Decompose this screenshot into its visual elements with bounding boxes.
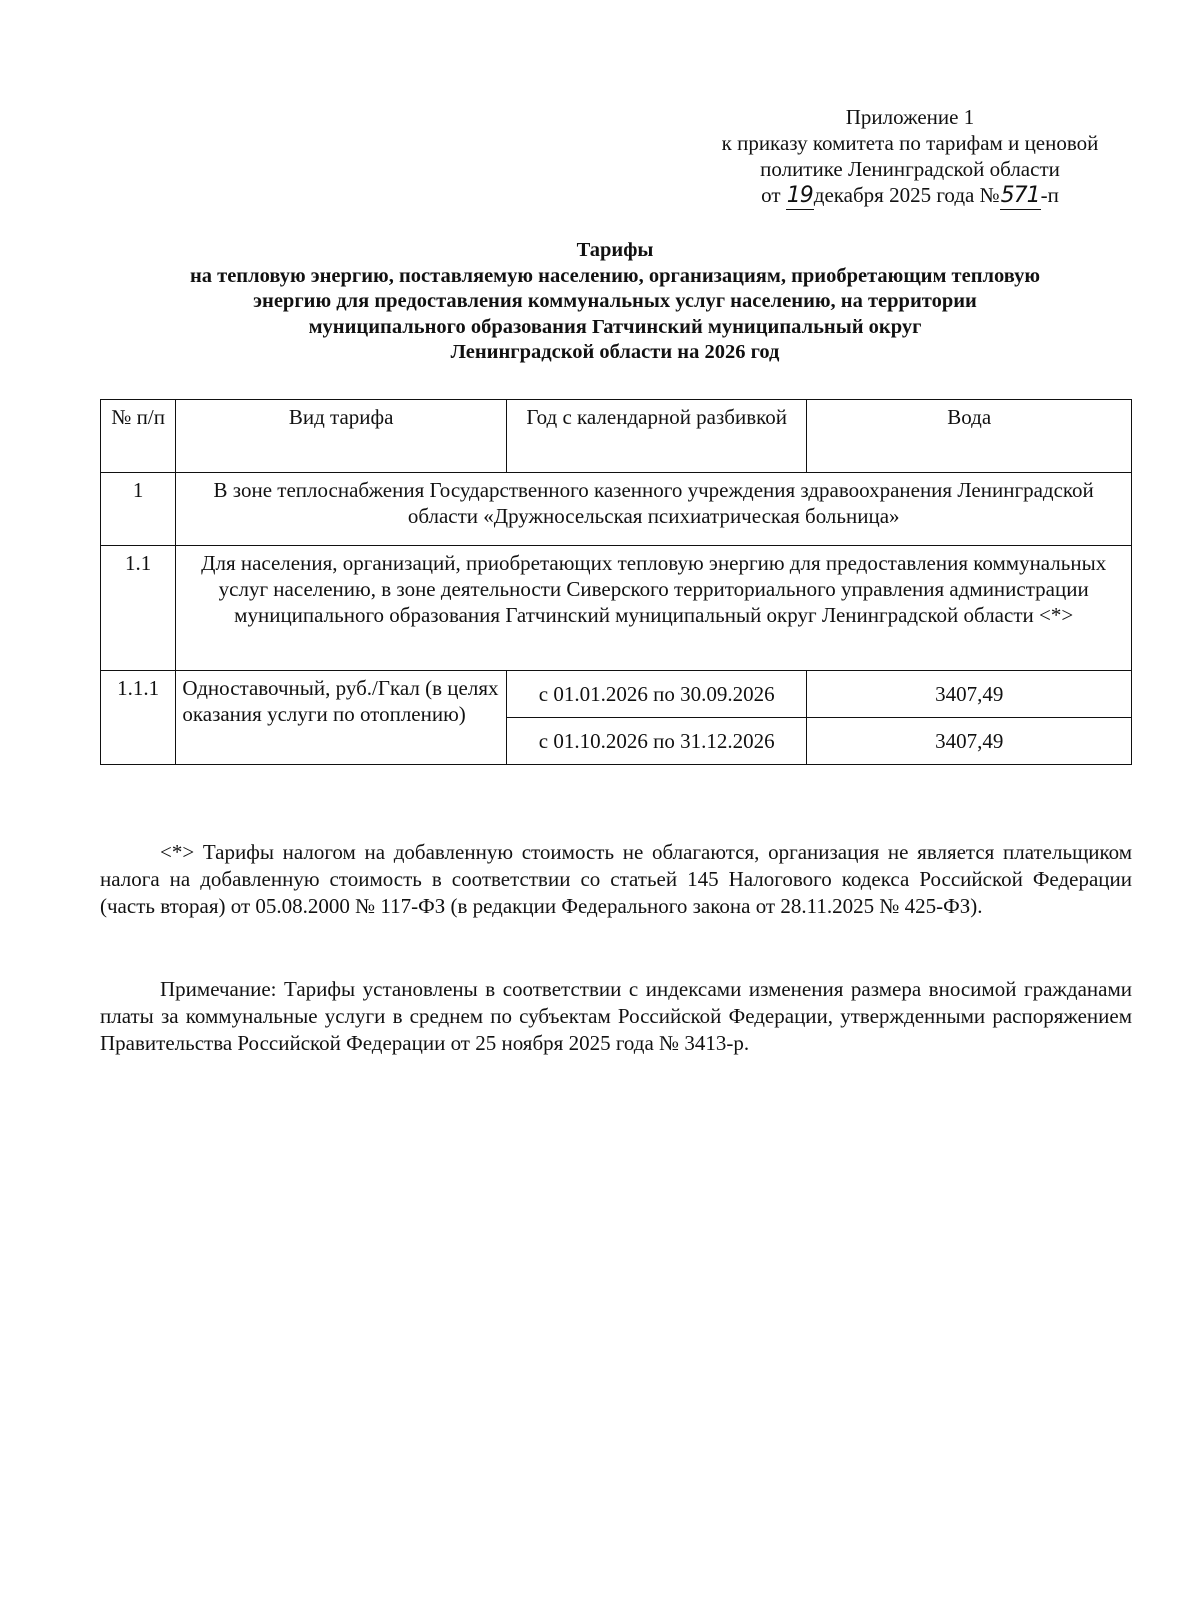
title-heading: Тарифы xyxy=(576,239,654,261)
header-num: № п/п xyxy=(101,400,176,473)
tariff-table xyxy=(100,399,1132,765)
appendix-title: Приложение 1 xyxy=(845,105,975,129)
handwritten-order-number: 571 xyxy=(1000,183,1040,208)
header-water: Вода xyxy=(807,400,1132,473)
row-number: 1.1 xyxy=(101,546,176,671)
title-line-1: на тепловую энергию, поставляемую населению, организациям, приобретающим тепловую xyxy=(189,264,1041,287)
period-cell: с 01.01.2026 по 30.09.2026 xyxy=(506,671,806,718)
header-kind: Вид тарифа xyxy=(176,400,507,473)
value-cell: 3407,49 xyxy=(807,671,1132,718)
appendix-date-line xyxy=(690,182,1130,210)
document-title xyxy=(100,238,1130,366)
table-header-row xyxy=(101,400,1132,473)
row-number: 1.1.1 xyxy=(101,671,176,765)
date-prefix: от xyxy=(761,183,781,207)
appendix-header xyxy=(690,104,1130,210)
title-line-4: Ленинградской области на 2026 год xyxy=(450,341,780,363)
title-line-2: энергию для предоставления коммунальных услуг населению, на территории xyxy=(253,290,977,312)
order-suffix: -п xyxy=(1040,183,1059,207)
appendix-order-ref: к приказу комитета по тарифам и ценовой xyxy=(721,131,1099,155)
period-cell: с 01.10.2026 по 31.12.2026 xyxy=(506,718,806,765)
footnote-paragraph: <*> Тарифы налогом на добавленную стоимость не облагаются, организация не является плательщиком налога на добавленную стоимость в соответствии со статьей 145 Налогового кодекса Российской Федерации (часть вторая) от 05.08.2000 № 117-ФЗ (в редакции Федерального закона от 28.11.2025 № 425-ФЗ). xyxy=(100,840,1132,918)
section-zone-text: В зоне теплоснабжения Государственного казенного учреждения здравоохранения Ленинградской области «Дружносельская психиатрическая больница» xyxy=(176,473,1132,546)
note-paragraph: Примечание: Тарифы установлены в соответствии с индексами изменения размера вносимой гражданами платы за коммунальные услуги в среднем по субъектам Российской Федерации, утвержденными распоряжением Правительства Российской Федерации от 25 ноября 2025 года № 3413-р. xyxy=(100,977,1132,1055)
table-row xyxy=(101,546,1132,671)
tariff-kind: Одноставочный, руб./Гкал (в целях оказания услуги по отоплению) xyxy=(176,671,507,765)
row-number: 1 xyxy=(101,473,176,546)
title-line-3: муниципального образования Гатчинский муниципальный округ xyxy=(308,315,922,338)
table-row xyxy=(101,671,1132,718)
section-consumers-text: Для населения, организаций, приобретающих тепловую энергию для предоставления коммунальных услуг населению, в зоне деятельности Сиверского территориального управления администрации муниципального образования Гатчинский муниципальный округ Ленинградской области <*> xyxy=(176,546,1132,671)
appendix-committee: политике Ленинградской области xyxy=(760,157,1060,181)
handwritten-day: 19 xyxy=(786,183,813,208)
header-year: Год с календарной разбивкой xyxy=(506,400,806,473)
value-cell: 3407,49 xyxy=(807,718,1132,765)
date-middle: декабря 2025 года № xyxy=(813,183,1000,207)
table-row xyxy=(101,473,1132,546)
